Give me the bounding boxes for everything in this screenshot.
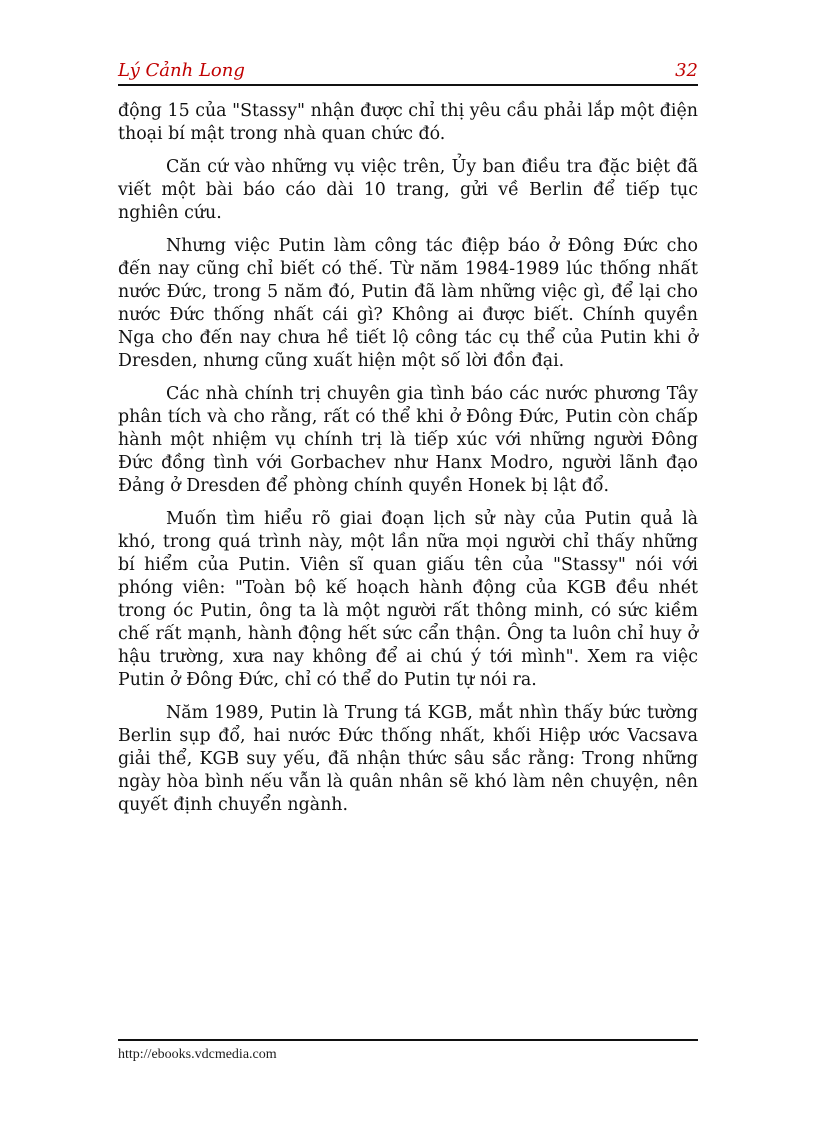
footer-url-link[interactable]: http://ebooks.vdcmedia.com	[118, 1047, 277, 1062]
page-body	[118, 100, 698, 827]
paragraph-4: Các nhà chính trị chuyên gia tình báo các nước phương Tây phân tích và cho rằng, rất có thể khi ở Đông Đức, Putin còn chấp hành một nhiệm vụ chính trị là tiếp xúc với những người Đông Đức đồng tình với Gorbachev như Hanx Modro, người lãnh đạo Đảng ở Dresden để phòng chính quyền Honek bị lật đổ.	[118, 384, 698, 496]
paragraph-3: Nhưng việc Putin làm công tác điệp báo ở Đông Đức cho đến nay cũng chỉ biết có thế. Từ năm 1984-1989 lúc thống nhất nước Đức, trong 5 năm đó, Putin đã làm những việc gì, để lại cho nước Đức thống nhất cái gì? Không ai được biết. Chính quyền Nga cho đến nay chưa hề tiết lộ công tác cụ thể của Putin khi ở Dresden, nhưng cũng xuất hiện một số lời đồn đại.	[118, 236, 698, 371]
paragraph-1: động 15 của "Stassy" nhận được chỉ thị yêu cầu phải lắp một điện thoại bí mật trong nhà quan chức đó.	[118, 101, 698, 144]
page-header	[118, 58, 698, 86]
paragraph-6: Năm 1989, Putin là Trung tá KGB, mắt nhìn thấy bức tường Berlin sụp đổ, hai nước Đức thống nhất, khối Hiệp ước Vacsava giải thể, KGB suy yếu, đã nhận thức sâu sắc rằng: Trong những ngày hòa bình nếu vẫn là quân nhân sẽ khó làm nên chuyện, nên quyết định chuyển ngành.	[118, 703, 698, 815]
footer-divider	[118, 1039, 698, 1041]
paragraph-2: Căn cứ vào những vụ việc trên, Ủy ban điều tra đặc biệt đã viết một bài báo cáo dài 10 trang, gửi về Berlin để tiếp tục nghiên cứu.	[118, 157, 698, 223]
header-page-number: 32	[675, 60, 698, 81]
paragraph-5: Muốn tìm hiểu rõ giai đoạn lịch sử này của Putin quả là khó, trong quá trình này, một lần nữa mọi người chỉ thấy những bí hiểm của Putin. Viên sĩ quan giấu tên của "Stassy" nói với phóng viên: "Toàn bộ kế hoạch hành động của KGB đều nhét trong óc Putin, ông ta là một người rất thông minh, có sức kiềm chế rất mạnh, hành động hết sức cẩn thận. Ông ta luôn chỉ huy ở hậu trường, xưa nay không để ai chú ý tới mình". Xem ra việc Putin ở Đông Đức, chỉ có thể do Putin tự nói ra.	[118, 509, 698, 690]
header-author: Lý Cảnh Long	[118, 60, 245, 81]
